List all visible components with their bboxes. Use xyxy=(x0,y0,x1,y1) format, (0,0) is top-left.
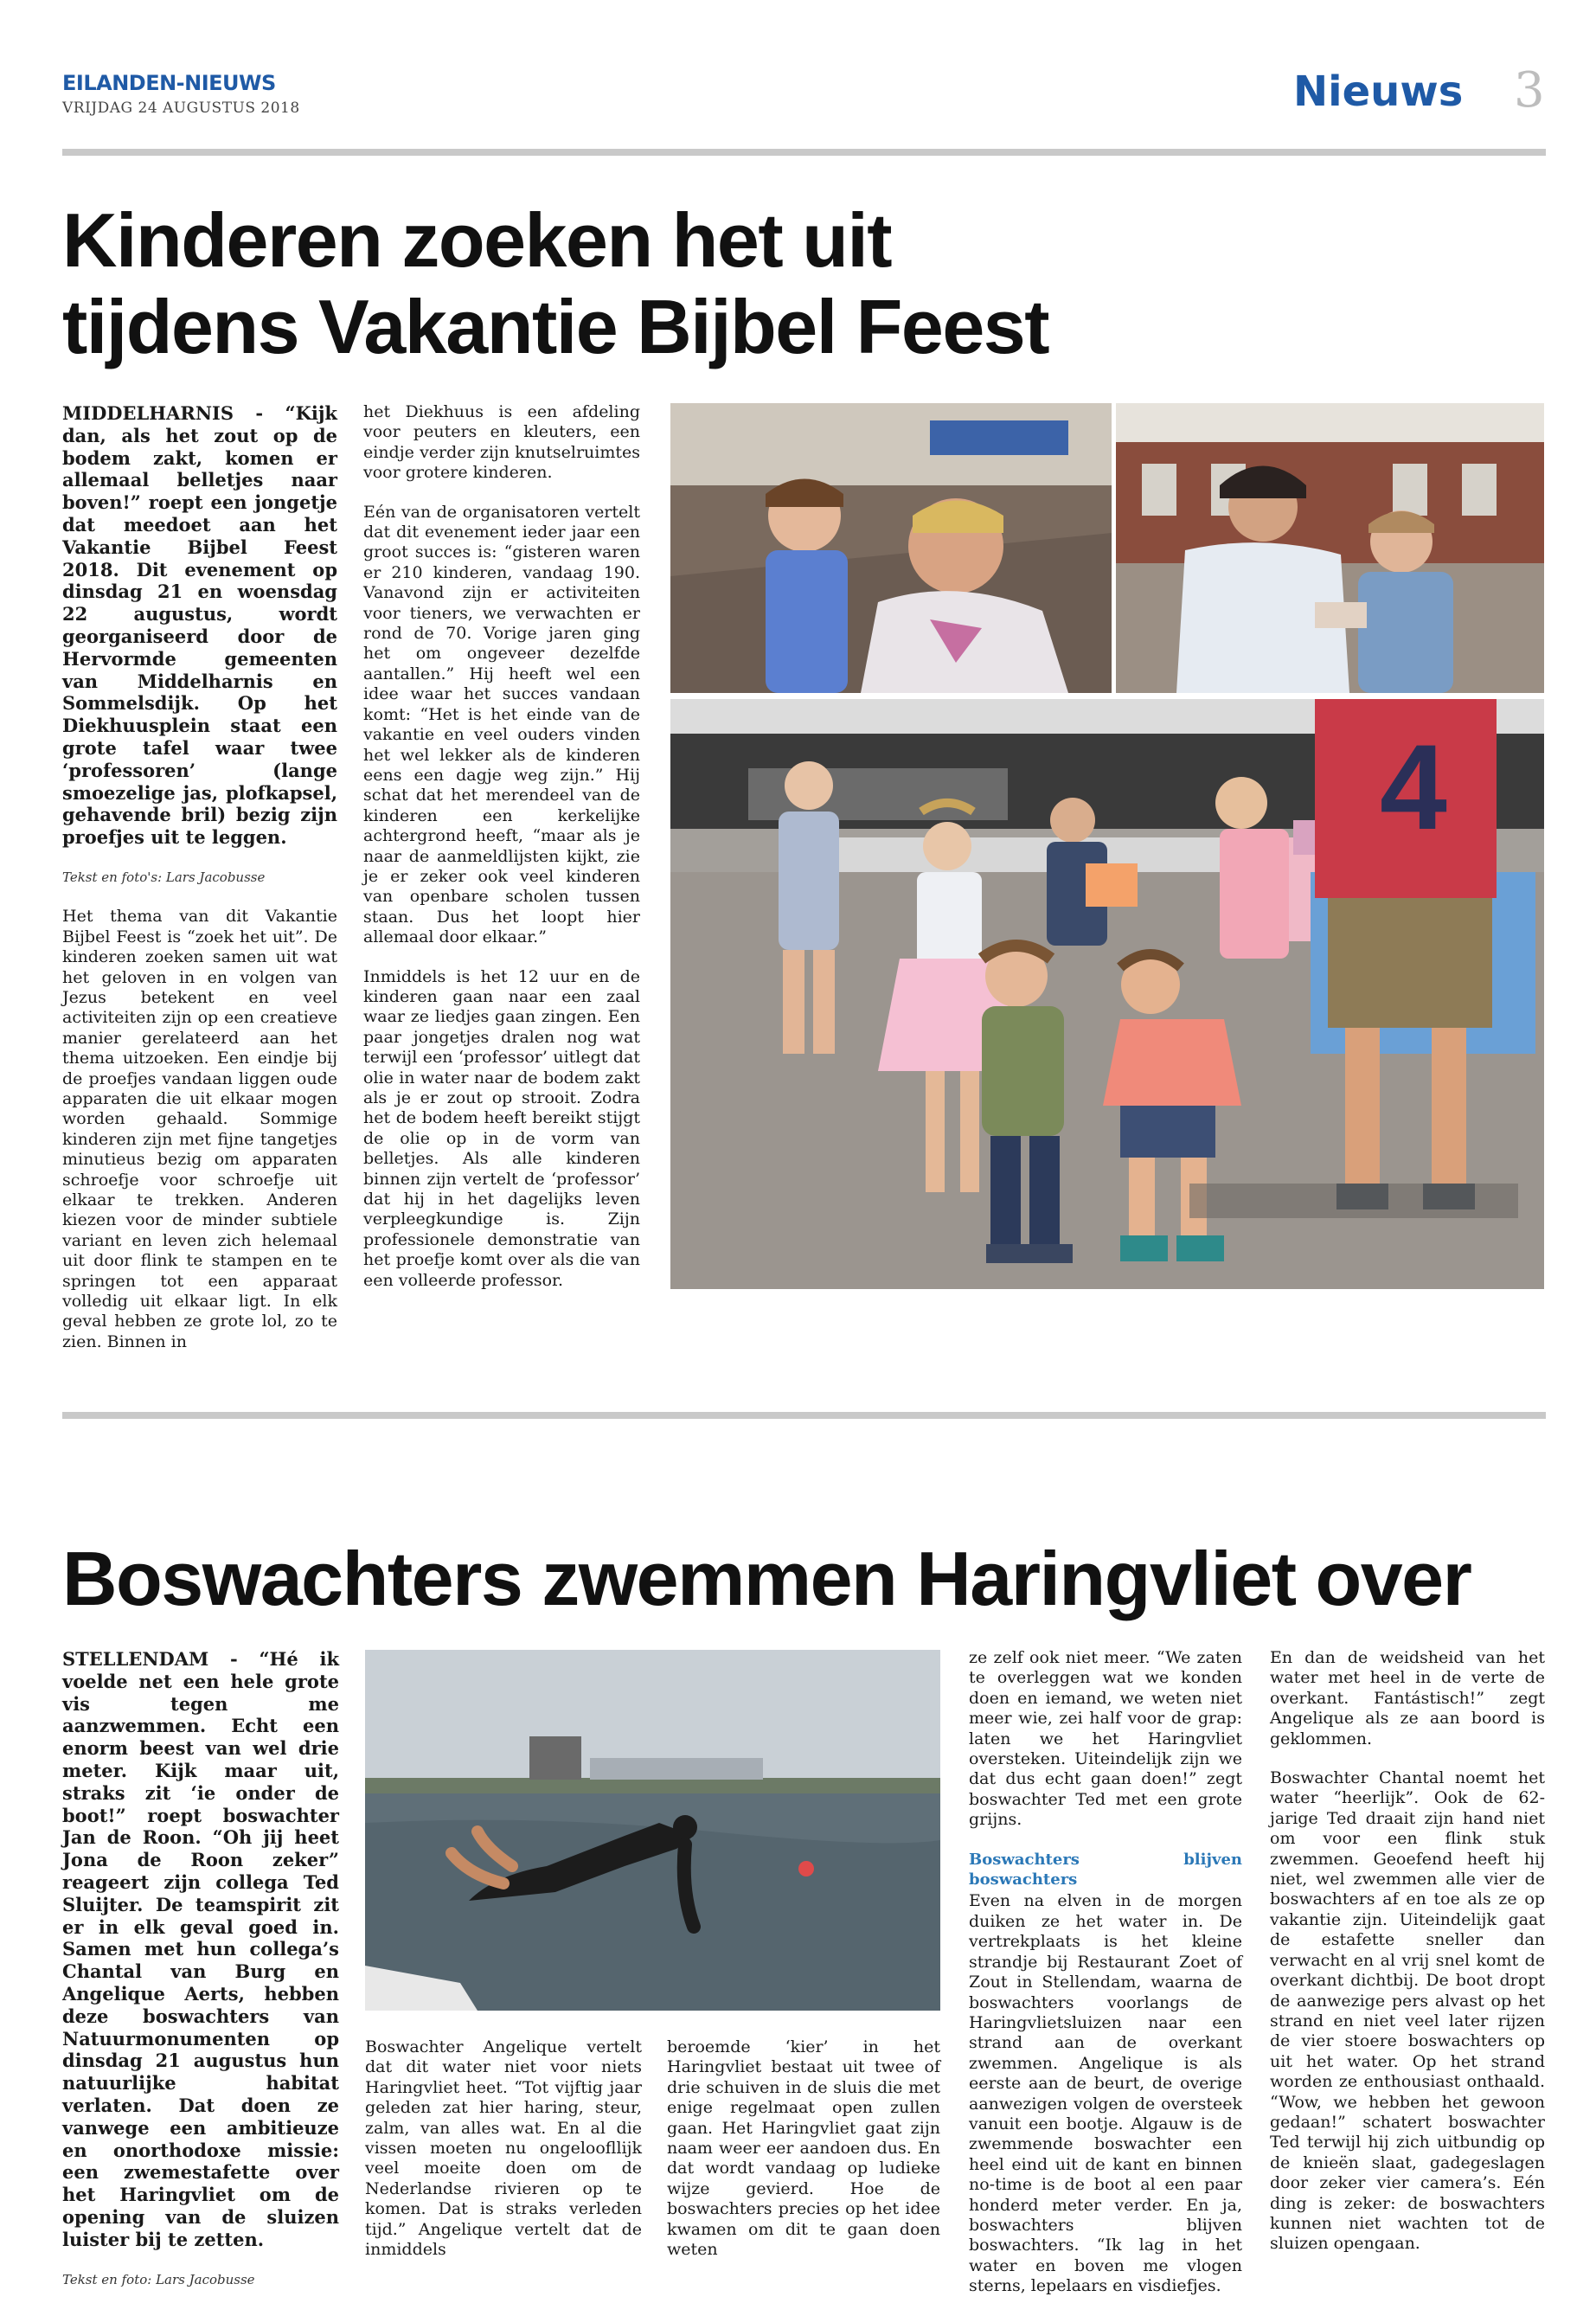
section-title: Nieuws xyxy=(1293,67,1464,116)
article2-column-4 xyxy=(969,1648,1242,2316)
article2-paragraph: ze zelf ook niet meer. “We zaten te overleggen wat we konden doen en iemand, we weten niet meer wie, zei half voor de grap: laten we het Haringvliet oversteken. Uiteindelijk zijn we dat dus echt gaan doen!” zegt boswachter Ted met een grote grijns. xyxy=(969,1648,1242,1830)
article1-column-2 xyxy=(363,402,640,1310)
headline-line: Kinderen zoeken het uit xyxy=(62,197,892,283)
article1-paragraph: het Diekhuus is een afdeling voor peuters en kleuters, een eindje verder zijn knutselruimtes voor grotere kinderen. xyxy=(363,402,640,483)
article1-headline xyxy=(62,197,1048,370)
photo-kids-square xyxy=(670,699,1544,1289)
photo-children-experiment xyxy=(670,403,1112,693)
article2-column-3 xyxy=(667,2037,940,2279)
article2-lead: STELLENDAM - “Hé ik voelde net een hele grote vis tegen me aanzwemmen. Echt een enorm beest van wel drie meter. Kijk maar uit, straks zit ‘ie onder de boot!” roept boswachter Jan de Roon. “Oh jij heet Jona de Roon zeker” reageert zijn collega Ted Sluijter. De teamspirit zit er in elk geval goed in. Samen met hun collega’s Chantal van Burg en Angelique Aerts, hebben deze boswachters van Natuurmonumenten op dinsdag 21 augustus hun natuurlijke habitat verlaten. Dat doen ze vanwege een ambitieuze en onorthodoxe missie: een zwemestafette over het Haringvliet om de opening van de sluizen luister bij te zetten. xyxy=(62,1648,339,2250)
article1-paragraph: Inmiddels is het 12 uur en de kinderen gaan naar een zaal waar ze liedjes gaan zingen. Een paar jongetjes dralen nog wat terwijl een ‘professor’ uitlegt dat olie in water naar de bodem zakt als je er zout op strooit. Zodra het de bodem heeft bereikt stijgt de olie op in de vorm van belletjes. Als alle kinderen binnen zijn vertelt de ‘professor’ dat hij in het dagelijks leven verpleegkundige is. Zijn professionele demonstratie van het proefje komt over als die van een volleerde professor. xyxy=(363,966,640,1290)
newspaper-logo: EILANDEN-NIEUWS xyxy=(62,71,276,95)
article2-credit: Tekst en foto: Lars Jacobusse xyxy=(62,2271,255,2287)
article2-headline: Boswachters zwemmen Haringvliet over xyxy=(62,1536,1471,1621)
article1-paragraph: Eén van de organisatoren vertelt dat dit evenement ieder jaar een groot succes is: “gisteren waren er 210 kinderen, vandaag 190. Vanavond zijn er activiteiten voor tieners, we verwachten er rond de 70. Vorige jaren ging het om ongeveer dezelfde aantallen.” Hij heeft wel een idee waar het succes vandaan komt: “Het is het einde van de vakantie en veel ouders vinden het wel lekker als de kinderen eens een dagje weg zijn.” Hij schat dat het merendeel van de kinderen een kerkelijke achtergrond heeft, “maar als je naar de aanmeldlijsten kijkt, zie je er zeker ook veel kinderen van openbare scholen tussen staan. Dus het loopt hier allemaal door elkaar.” xyxy=(363,502,640,947)
headline-line: tijdens Vakantie Bijbel Feest xyxy=(62,284,1049,369)
top-divider xyxy=(62,149,1546,156)
article2-paragraph: beroemde ‘kier’ in het Haringvliet bestaat uit twee of drie schuiven in de sluis die met enige regelmaat open zullen gaan. Het Haringvliet gaat zijn naam weer eer aandoen dus. En dat wordt vandaag op ludieke wijze gevierd. Hoe de boswachters precies op het idee kwamen om dit te gaan doen weten xyxy=(667,2037,940,2260)
issue-date: VRIJDAG 24 AUGUSTUS 2018 xyxy=(62,99,300,117)
svg-text:4: 4 xyxy=(1380,719,1447,855)
article1-paragraph: Het thema van dit Vakantie Bijbel Feest is “zoek het uit”. De kinderen zoeken samen uit wat het geloven in en volgen van Jezus betekent en veel activiteiten zijn op een creatieve manier gerelateerd aan het thema uitzoeken. Een eindje bij de proefjes vandaan liggen oude apparaten die uit elkaar mogen worden gehaald. Sommige kinderen zijn met fijne tangetjes minutieus bezig om apparaten schroefje voor schroefje uit elkaar te trekken. Anderen kiezen voor de minder subtiele variant en leven zich helemaal uit door flink te stampen en te springen tot een apparaat volledig uit elkaar ligt. In elk geval hebben ze grote lol, zo te zien. Binnen in xyxy=(62,907,337,1351)
article2-paragraph: Boswachter Chantal noemt het water “heerlijk”. Ook de 62-jarige Ted draait zijn hand niet om voor een flink stuk zwemmen. Geoefend heeft hij niet, wel zwemmen alle vier de boswachters af en toe als ze op vakantie zijn. Uiteindelijk gaat de estafette sneller dan verwacht en al vrij snel komt de overkant dichtbij. De boot dropt de aanwezige pers alvast op het strand en niet veel later rijzen de vier stoere boswachters op uit het water. Op het strand worden ze enthousiast onthaald. “Wow, we hebben het gewoon gedaan!” schatert boswachter Ted terwijl hij zich uitbundig op de knieën slaat, gadegeslagen door zeker vier camera’s. Eén ding is zeker: de boswachters kunnen niet wachten tot de sluizen opengaan. xyxy=(1270,1768,1545,2254)
article2-column-2 xyxy=(365,2037,642,2279)
photo-professor xyxy=(1116,403,1544,693)
article2-paragraph: Even na elven in de morgen duiken ze het water in. De vertrekplaats is het kleine strandje bij Restaurant Zoet of Zout in Stellendam, waarna de boswachters voorlangs de Haringvlietsluizen naar een strand aan de overkant zwemmen. Angelique is als eerste aan de beurt, de overige aanwezigen volgen de oversteek vanuit een bootje. Algauw is de zwemmende boswachter een heel eind uit de kant en binnen no-time is de boot al een paar honderd meter verder. En ja, boswachters blijven boswachters. “Ik lag in het water en boven me vlogen sterns, lepelaars en visdiefjes. xyxy=(969,1891,1242,2296)
article1-credit: Tekst en foto's: Lars Jacobusse xyxy=(62,869,266,885)
article2-column-5 xyxy=(1270,1648,1545,2274)
article2-column-1 xyxy=(62,1648,339,2309)
middle-divider xyxy=(62,1412,1546,1419)
article1-lead: MIDDELHARNIS - “Kijk dan, als het zout op de bodem zakt, komen er allemaal belletjes naar boven!” roept een jongetje dat meedoet aan het Vakantie Bijbel Feest 2018. Dit evenement op dinsdag 21 en woensdag 22 augustus, wordt georganiseerd door de Hervormde gemeenten van Middelharnis en Sommelsdijk. Op het Diekhuusplein staat een grote tafel waar twee ‘professoren’ (lange smoezelige jas, plofkapsel, gehavende bril) bezig zijn proefjes uit te leggen. xyxy=(62,402,337,849)
article2-paragraph: Boswachter Angelique vertelt dat dit water niet voor niets Haringvliet heet. “Tot vijftig jaar geleden zat hier haring, steur, zalm, van alles wat. En al die vissen moeten nu ongeloofllijk veel moeite doen om de Nederlandse rivieren op te komen. Dat is straks verleden tijd.” Angelique vertelt dat de inmiddels xyxy=(365,2037,642,2260)
article2-subhead: Boswachters blijven boswachters xyxy=(969,1850,1242,1889)
article1-column-1 xyxy=(62,402,337,1371)
article2-paragraph: En dan de weidsheid van het water met heel in de verte de overkant. Fantástisch!” zegt Angelique als ze aan boord is geklommen. xyxy=(1270,1648,1545,1748)
page-number: 3 xyxy=(1514,62,1545,119)
photo-diving-ranger xyxy=(365,1650,940,2011)
